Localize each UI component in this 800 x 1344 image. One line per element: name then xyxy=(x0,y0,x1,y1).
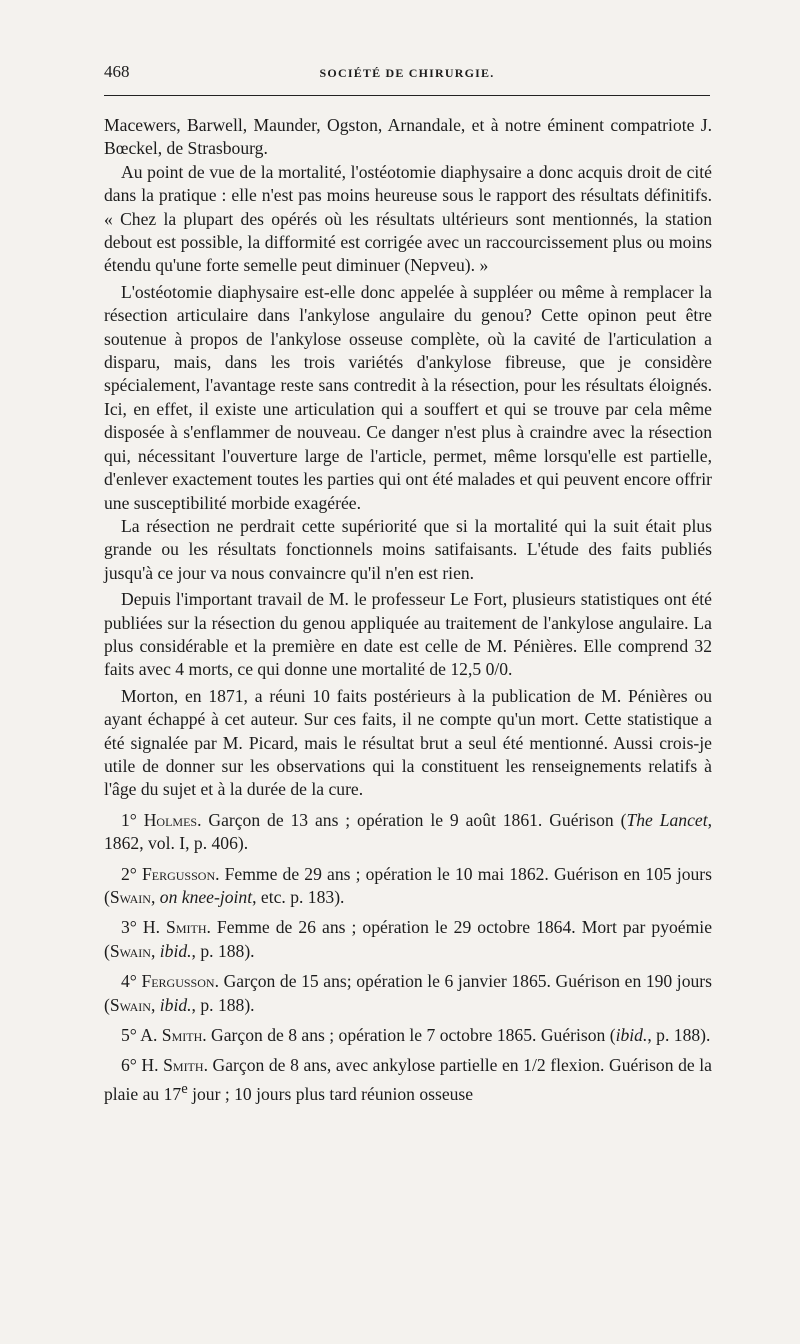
author-initial: A. xyxy=(140,1025,162,1046)
reference-separator: , xyxy=(150,887,160,907)
case-number: 5° xyxy=(121,1025,137,1046)
case-reference: ibid. xyxy=(159,940,192,961)
reference-author: Swain xyxy=(109,887,151,907)
paragraph: Morton, en 1871, a réuni 10 faits postérieurs à la publication de M. Pénières ou ayant échappé à cet auteur. Sur ces faits, il ne compte qu'un mort. Cette statistique a été signalée par M. Picard, mais le résultat brut a seul été mentionné. Aussi crois-je utile de donner sur les observations qui la constituent les renseignements relatifs à l'âge du sujet et à la durée de la cure. xyxy=(104,685,712,800)
paragraph: Depuis l'important travail de M. le professeur Le Fort, plusieurs statistiques ont été publiées sur la résection du genou appliquée au traitement de l'ankylose angulaire. La plus considérable et la première en date est celle de M. Pénières. Elle comprend 32 faits avec 4 morts, ce qui donne une mortalité de 12,5 0/0. xyxy=(104,589,712,680)
case-reference: The Lancet xyxy=(626,809,708,830)
case-entry xyxy=(104,916,712,963)
case-reference: on knee-joint xyxy=(159,887,253,907)
case-number: 6° xyxy=(121,1055,137,1076)
case-text: . Femme de 29 ans ; opération le 10 mai 1862. Guérison en 105 jours ( xyxy=(104,863,713,907)
reference-separator: , xyxy=(150,940,160,961)
author-initial: H. xyxy=(142,917,167,938)
case-reference: ibid. xyxy=(615,1025,648,1046)
case-number: 3° xyxy=(121,917,137,938)
case-entry xyxy=(104,863,712,910)
case-text: . Femme de 26 ans ; opération le 29 octobre 1864. Mort par pyoémie ( xyxy=(104,917,712,961)
page-header xyxy=(104,62,710,86)
case-text: , etc. p. 183). xyxy=(252,887,345,907)
case-number: 2° xyxy=(121,863,137,884)
case-number: 1° xyxy=(121,809,137,830)
case-text: , p. 188). xyxy=(191,994,255,1015)
case-author: Fergusson xyxy=(141,971,215,992)
running-title: SOCIÉTÉ DE CHIRURGIE. xyxy=(319,66,495,80)
case-entry xyxy=(104,1024,712,1047)
case-reference: ibid. xyxy=(159,994,192,1015)
case-author: Smith xyxy=(161,1025,203,1046)
paragraph: Macewers, Barwell, Maunder, Ogston, Arnandale, et à notre éminent compatriote J. Bœckel, de Strasbourg. xyxy=(104,115,712,159)
superscript: e xyxy=(181,1080,188,1097)
case-author: Smith xyxy=(163,1055,204,1076)
case-author: Holmes xyxy=(143,809,198,830)
header-rule xyxy=(104,95,710,96)
case-text: jour ; 10 jours plus tard réunion osseuse xyxy=(187,1083,474,1104)
case-number: 4° xyxy=(121,971,137,992)
paragraph: Au point de vue de la mortalité, l'ostéotomie diaphysaire a donc acquis droit de cité dans la pratique : elle n'est pas moins heureuse sous le rapport des résultats définitifs. « Chez la plupart des opérés où les résultats ultérieurs sont mentionnés, la station debout est possible, la difformité est corrigée avec un raccourcissement plus ou moins étendu qu'une forte semelle peut diminuer (Nepveu). » xyxy=(104,161,712,276)
body-text xyxy=(104,114,712,1106)
case-text: . Garçon de 8 ans, avec ankylose partielle en 1/2 flexion. Guérison de la plaie au 17 xyxy=(104,1055,712,1104)
case-entry xyxy=(104,809,712,856)
case-entry xyxy=(104,970,712,1017)
case-text: . Garçon de 15 ans; opération le 6 janvier 1865. Guérison en 190 jours ( xyxy=(104,971,712,1015)
reference-author: Swain xyxy=(109,940,151,961)
case-text: , 1862, vol. I, p. 406). xyxy=(104,809,712,854)
case-text: . Garçon de 8 ans ; opération le 7 octobre 1865. Guérison ( xyxy=(202,1025,616,1046)
case-author: Fergusson xyxy=(141,863,216,884)
case-author: Smith xyxy=(166,917,207,938)
reference-author: Swain xyxy=(109,994,151,1015)
author-initial: H. xyxy=(141,1055,164,1076)
case-entry xyxy=(104,1054,712,1106)
case-text: , p. 188). xyxy=(647,1025,711,1046)
paragraph: La résection ne perdrait cette supériorité que si la mortalité qui la suit était plus grande ou les résultats fonctionnels moins satifaisants. L'étude des faits publiés jusqu'à ce jour va nous convaincre qu'il n'en est rien. xyxy=(104,515,712,583)
case-text: , p. 188). xyxy=(191,940,255,961)
page-number: 468 xyxy=(104,62,130,81)
case-text: . Garçon de 13 ans ; opération le 9 août 1861. Guérison ( xyxy=(197,809,627,830)
reference-separator: , xyxy=(150,994,160,1015)
paragraph: L'ostéotomie diaphysaire est-elle donc appelée à suppléer ou même à remplacer la résection articulaire dans l'ankylose angulaire du genou? Cette opinon peut être soutenue à propos de l'ankylose osseuse complète, où la cavité de l'articulation a disparu, mais, dans les trois variétés d'ankylose fibreuse, que je considère spécialement, l'avantage reste sans contredit à la résection, pour les résultats éloignés. Ici, en effet, il existe une articulation qui a souffert et qui se trouve par cela même disposée à s'enflammer de nouveau. Ce danger n'est plus à craindre avec la résection qui, nécessitant l'ouverture large de l'article, permet, même lorsqu'elle est partielle, d'enlever exactement toutes les parties qui ont été malades et qui peuvent encore offrir une susceptibilité morbide exagérée. xyxy=(104,281,712,513)
